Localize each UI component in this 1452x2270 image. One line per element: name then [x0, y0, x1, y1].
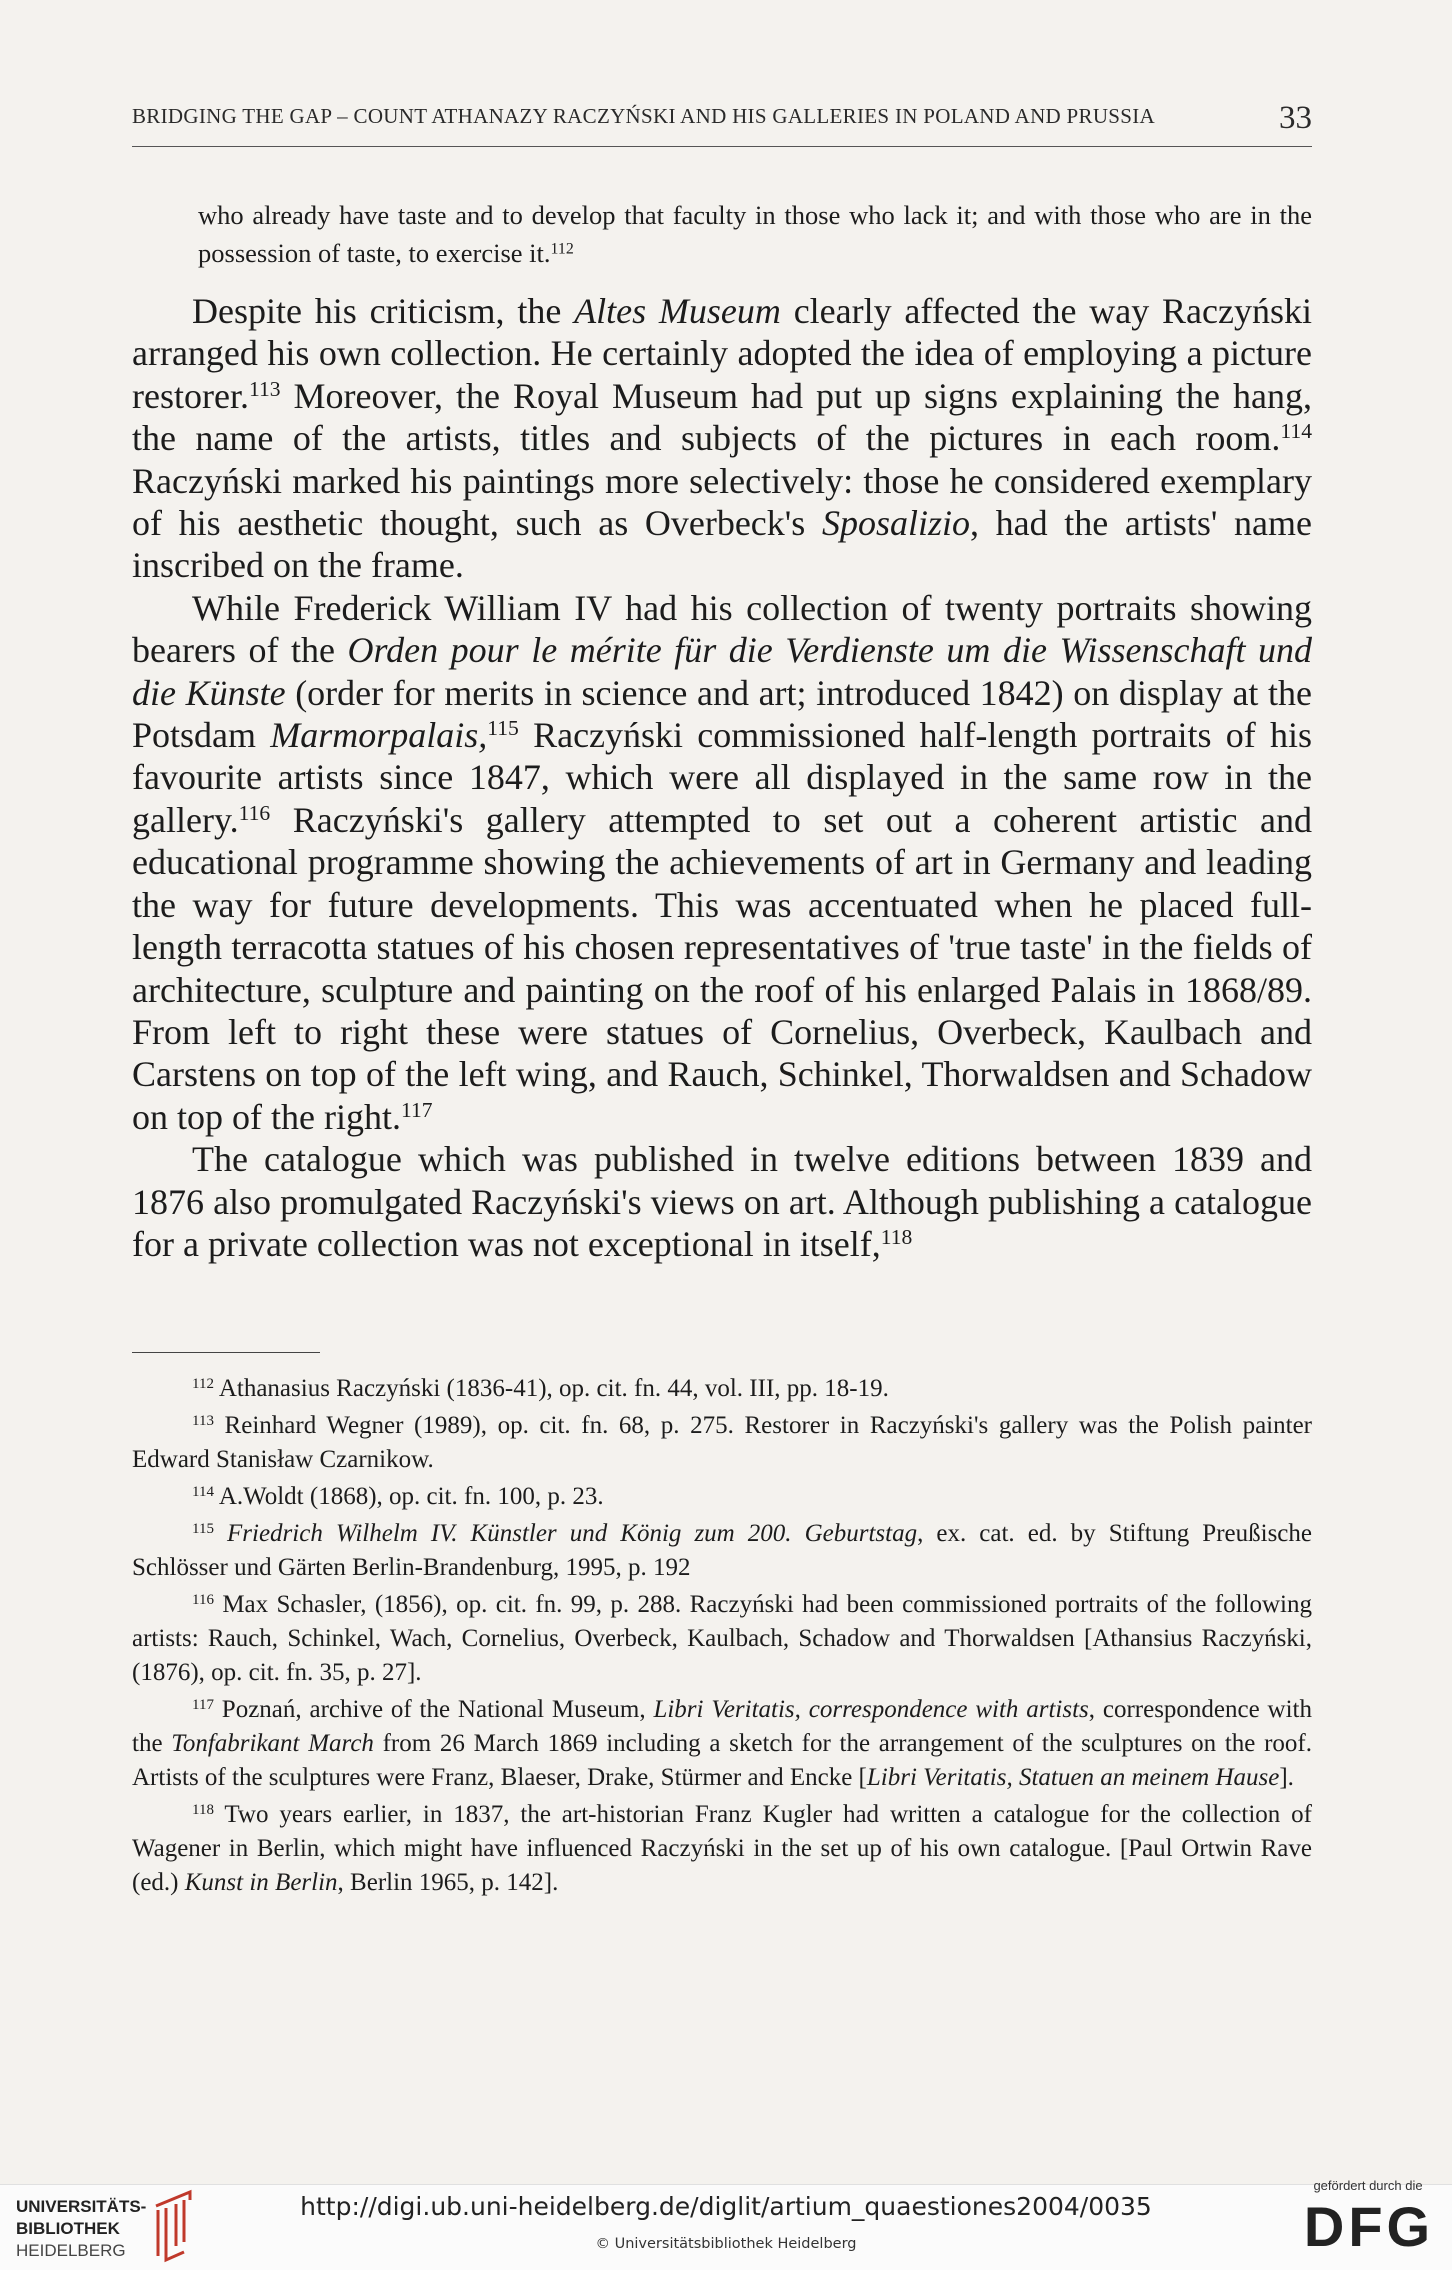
dfg-logo[interactable]: DFG — [1303, 2195, 1435, 2258]
footnote-text: A.Woldt (1868), op. cit. fn. 100, p. 23. — [213, 1483, 604, 1510]
text-run: The catalogue which was published in twelve editions between 1839 and 1876 also promulgated Raczyński's views on art. Although publishing a catalogue for a private collection was not exceptional in itself, — [132, 1139, 1312, 1264]
footnote-number: 117 — [192, 1696, 214, 1713]
text-run: , had the artists' name inscribed on the frame. — [132, 503, 1312, 586]
text-run: Raczyński marked his paintings more selectively: those he considered exemplary of his aesthetic thought, such as Overbeck's — [132, 460, 1312, 544]
italic-run: Libri Veritatis, Statuen an meinem Hause — [866, 1764, 1280, 1791]
footnotes — [132, 1372, 1312, 1903]
header-rule — [132, 146, 1312, 147]
footnote-rule — [132, 1352, 320, 1353]
paragraph-catalogue — [132, 1138, 1312, 1265]
footnote-text: Poznań, archive of the National Museum, — [213, 1696, 654, 1723]
library-name[interactable] — [16, 2196, 146, 2262]
quote-text: who already have taste and to develop that faculty in those who lack it; and with those who are in the possession of taste, to exercise it. — [198, 200, 1312, 268]
footnote-number: 114 — [192, 1483, 214, 1500]
footer-copyright: © Universitätsbibliothek Heidelberg — [595, 2236, 857, 2252]
footnote-115 — [132, 1517, 1312, 1585]
footnote-text: ]. — [1279, 1764, 1294, 1791]
text-run: clearly affected the way Raczyński arranged his own collection. He certainly adopted the idea of employing a picture restorer. — [132, 291, 1312, 416]
footnote-text: , ex. cat. ed. by Stiftung Preußische Schlösser und Gärten Berlin-Brandenburg, 1995, p. 192 — [132, 1520, 1313, 1581]
footnote-text: , correspondence with the — [132, 1696, 1313, 1757]
footnote-116 — [132, 1588, 1312, 1690]
italic-run: Tonfabrikant March — [171, 1730, 374, 1757]
footnote-number: 116 — [192, 1591, 214, 1608]
text-run: (order for merits in science and art; introduced 1842) on display at the Potsdam — [132, 672, 1313, 756]
italic-run: Friedrich Wilhelm IV. Künstler und König zum 200. Geburtstag — [227, 1520, 918, 1547]
library-logo-icon[interactable] — [150, 2186, 208, 2264]
page-number: 33 — [1279, 100, 1312, 136]
dfg-caption: gefördert durch die — [1313, 2178, 1423, 2193]
text-run: Moreover, the Royal Museum had put up signs explaining the hang, the name of the artists, titles and subjects of the pictures in each room. — [132, 375, 1312, 459]
footnote-117 — [132, 1693, 1312, 1795]
footnote-number: 112 — [192, 1375, 214, 1392]
footnote-text: , Berlin 1965, p. 142]. — [337, 1869, 559, 1896]
italic-run: Marmorpalais, — [270, 715, 488, 756]
footnote-text: Two years earlier, in 1837, the art-historian Franz Kugler had written a catalogue for the collection of Wagener in Berlin, which might have influenced Raczyński in the set up of his own catalogue. [Paul Ortwin Rave (ed.) — [132, 1801, 1312, 1896]
italic-run: Orden pour le mérite für die Verdienste um die Wissenschaft und die Künste — [132, 630, 1312, 713]
block-quote — [132, 196, 1312, 272]
footnote-text: Max Schasler, (1856), op. cit. fn. 99, p. 288. Raczyński had been commissioned portraits of the following artists: Rauch, Schinkel, Wach, Cornelius, Overbeck, Kaulbach, Schadow and Thorwaldsen [Athansius Raczyński, (1876), op. cit. fn. 35, p. 27]. — [132, 1591, 1312, 1686]
library-line: UNIVERSITÄTS- — [16, 2197, 147, 2216]
text-run: Raczyński commissioned half-length portraits of his favourite artists since 1847, which were all displayed in the same row in the gallery. — [132, 715, 1312, 840]
footnote-number: 115 — [192, 1520, 214, 1537]
footnote-ref[interactable]: 117 — [400, 1097, 433, 1122]
paragraph-altes-museum — [132, 290, 1312, 587]
footnote-112 — [132, 1372, 1312, 1406]
footnote-number: 118 — [192, 1801, 214, 1818]
footnote-118 — [132, 1798, 1312, 1900]
footnote-text: Reinhard Wegner (1989), op. cit. fn. 68, p. 275. Restorer in Raczyński's gallery was the Polish painter Edward Stanisław Czarnikow. — [132, 1412, 1312, 1473]
footnote-text: from 26 March 1869 including a sketch for the arrangement of the sculptures on the roof. Artists of the sculptures were Franz, Blaeser, Drake, Stürmer and Encke [ — [132, 1730, 1312, 1791]
body-text — [132, 196, 1312, 1265]
footnote-ref[interactable]: 116 — [238, 801, 271, 825]
footnote-113 — [132, 1409, 1312, 1477]
footnote-ref[interactable]: 118 — [880, 1225, 913, 1250]
italic-run: Sposalizio — [821, 503, 970, 544]
footer-url-link[interactable]: http://digi.ub.uni-heidelberg.de/diglit/artium_quaestiones2004/0035 — [300, 2192, 1152, 2221]
footnote-number: 113 — [192, 1412, 214, 1429]
footnote-ref[interactable]: 114 — [1280, 419, 1312, 444]
text-run: Raczyński's gallery attempted to set out a coherent artistic and educational programme showing the achievements of art in Germany and leading the way for future developments. This was accentuated when he placed full-length terracotta statues of his chosen representatives of 'true taste' in the fields of architecture, sculpture and painting on the roof of his enlarged Palais in 1868/89. From left to right these were statues of Cornelius, Overbeck, Kaulbach and Carstens on top of the left wing, and Rauch, Schinkel, Thorwaldsen and Schadow on top of the right. — [132, 799, 1312, 1137]
footnote-114 — [132, 1480, 1312, 1514]
text-run: Despite his criticism, the — [192, 291, 575, 331]
library-line: HEIDELBERG — [16, 2241, 126, 2260]
footnote-ref[interactable]: 113 — [248, 376, 281, 401]
italic-run: Libri Veritatis, correspondence with artists — [653, 1696, 1089, 1723]
footnote-ref[interactable]: 115 — [487, 716, 519, 741]
text-run: While Frederick William IV had his collection of twenty portraits showing bearers of the — [132, 587, 1312, 671]
italic-run: Altes Museum — [574, 291, 781, 331]
footnote-ref[interactable]: 112 — [550, 240, 574, 258]
footnote-text: Athanasius Raczyński (1836-41), op. cit. fn. 44, vol. III, pp. 18-19. — [213, 1375, 889, 1402]
library-line: BIBLIOTHEK — [16, 2219, 120, 2238]
running-head: BRIDGING THE GAP – COUNT ATHANAZY RACZYŃSKI AND HIS GALLERIES IN POLAND AND PRUSSIA — [132, 104, 1156, 128]
paragraph-frederick-william — [132, 587, 1312, 1138]
italic-run: Kunst in Berlin — [184, 1869, 338, 1896]
